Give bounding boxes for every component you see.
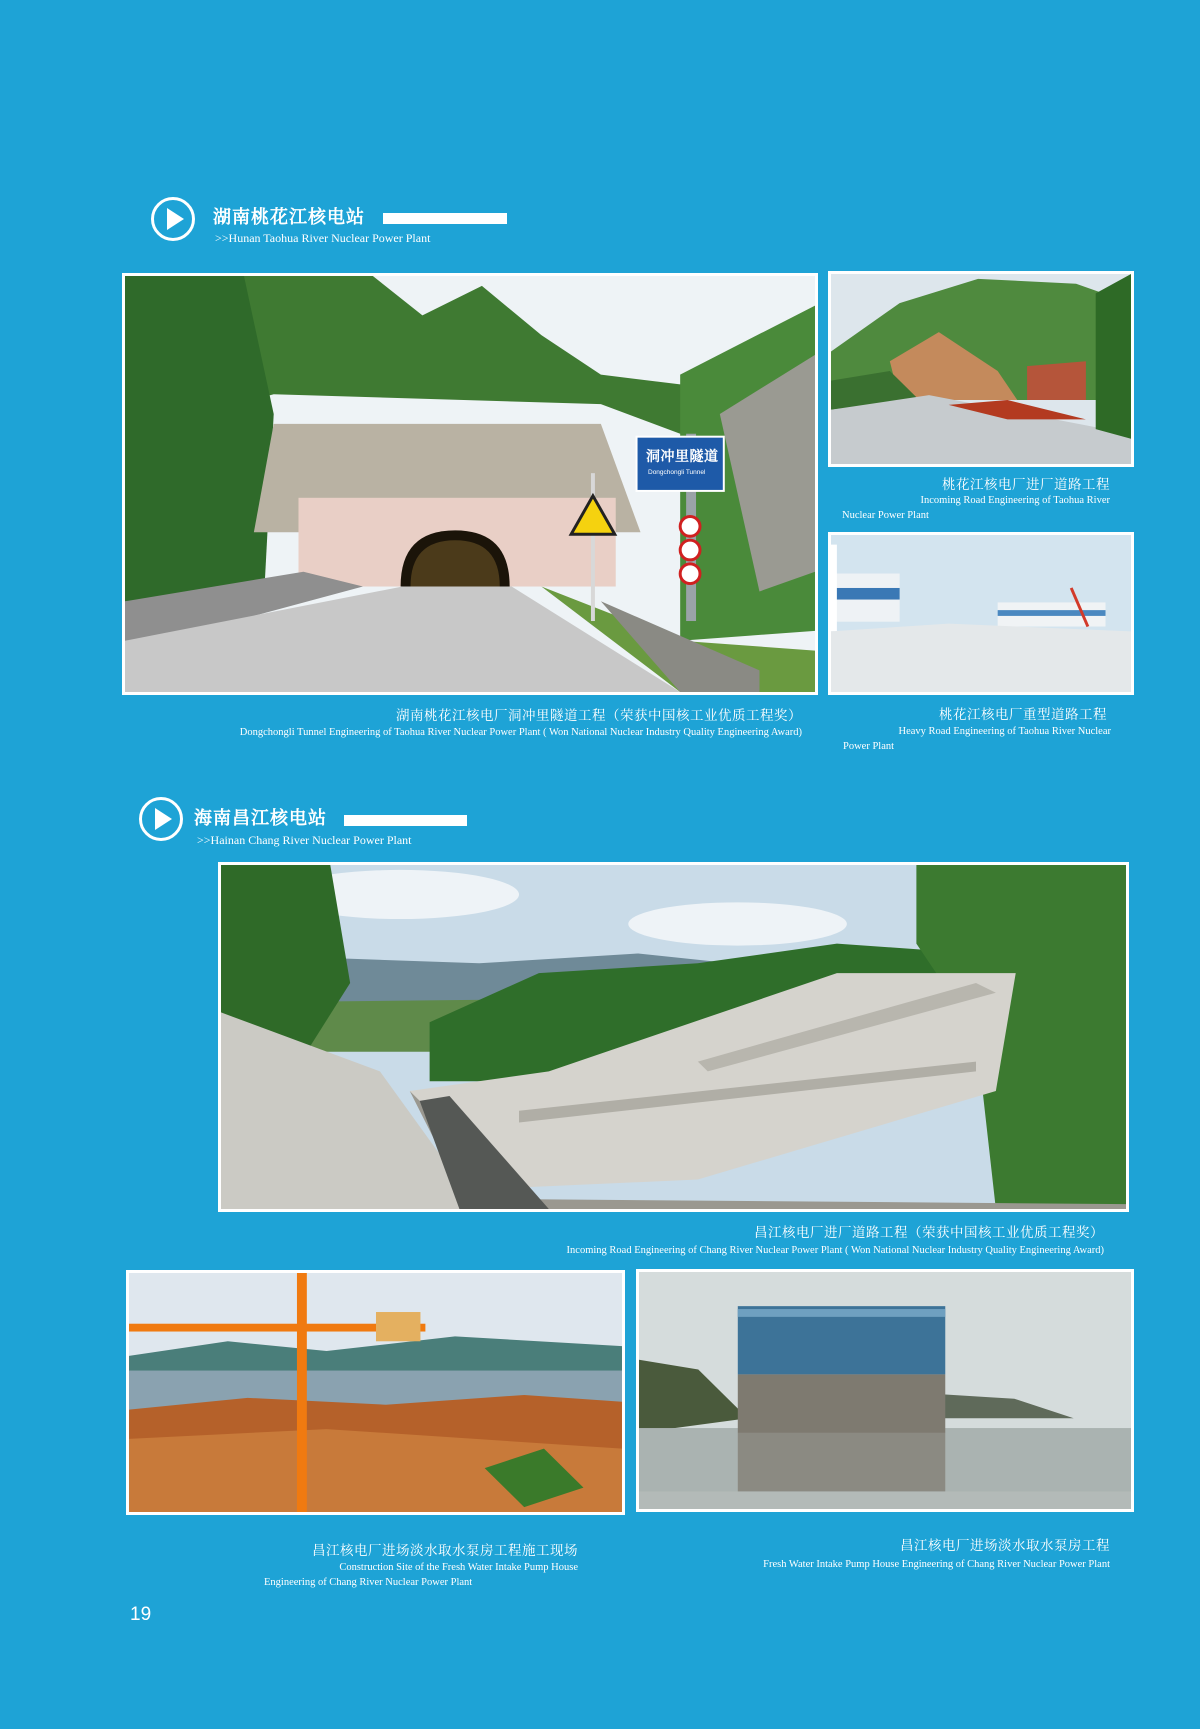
photo-pump-house [636, 1269, 1134, 1512]
play-circle-icon [139, 797, 183, 841]
photo-dongchongli-tunnel [122, 273, 818, 695]
caption-heavy-road-en-1: Heavy Road Engineering of Taohua River Nuclear [898, 726, 1111, 737]
caption-heavy-road-en-2: Power Plant [843, 741, 895, 752]
section-title-bar [383, 213, 507, 224]
caption-pump-construction-en-2: Engineering of Chang River Nuclear Power Plant [264, 1577, 473, 1588]
section-title-taohua: 湖南桃花江核电站 [213, 207, 365, 228]
caption-incoming-road-cn: 桃花江核电厂进厂道路工程 [942, 477, 1110, 493]
photo-chang-incoming-road [218, 862, 1129, 1212]
caption-incoming-road-en-2: Nuclear Power Plant [842, 510, 929, 521]
section-subtitle-taohua: >>Hunan Taohua River Nuclear Power Plant [215, 231, 431, 245]
caption-chang-road-en: Incoming Road Engineering of Chang River Nuclear Power Plant ( Won National Nuclear Industry Quality Engineering Award) [566, 1245, 1104, 1256]
caption-pump-house-en: Fresh Water Intake Pump House Engineering of Chang River Nuclear Power Plant [763, 1559, 1110, 1570]
tunnel-sign-subtext: Dongchongli Tunnel [648, 469, 706, 476]
section-title-changjiang: 海南昌江核电站 [194, 808, 327, 829]
photo-taohua-incoming-road [828, 271, 1134, 467]
caption-heavy-road-cn: 桃花江核电厂重型道路工程 [939, 707, 1107, 723]
photo-taohua-heavy-road [828, 532, 1134, 695]
caption-pump-house-cn: 昌江核电厂进场淡水取水泵房工程 [900, 1538, 1110, 1554]
section-title-bar [344, 815, 467, 826]
caption-pump-construction-en-1: Construction Site of the Fresh Water Intake Pump House [339, 1562, 578, 1573]
photo-pump-house-construction [126, 1270, 625, 1515]
caption-pump-construction-cn: 昌江核电厂进场淡水取水泵房工程施工现场 [312, 1543, 578, 1559]
caption-incoming-road-en-1: Incoming Road Engineering of Taohua River [920, 495, 1110, 506]
caption-tunnel-cn: 湖南桃花江核电厂洞冲里隧道工程（荣获中国核工业优质工程奖） [396, 708, 802, 724]
page-number: 19 [130, 1604, 152, 1625]
play-circle-icon [151, 197, 195, 241]
section-subtitle-changjiang: >>Hainan Chang River Nuclear Power Plant [197, 833, 412, 847]
caption-tunnel-en: Dongchongli Tunnel Engineering of Taohua River Nuclear Power Plant ( Won National Nuclear Industry Quality Engineering Award) [239, 727, 802, 738]
caption-chang-road-cn: 昌江核电厂进厂道路工程（荣获中国核工业优质工程奖） [754, 1225, 1104, 1241]
tunnel-sign-text: 洞冲里隧道 [646, 449, 719, 465]
